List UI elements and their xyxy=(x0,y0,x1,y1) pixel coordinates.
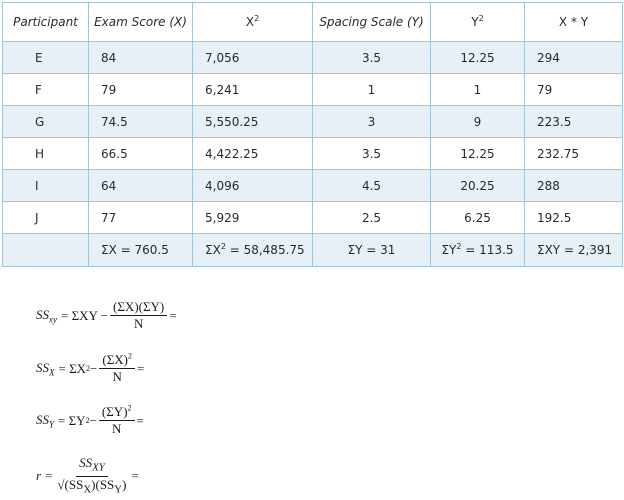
cell-x2: 5,929 xyxy=(193,202,313,234)
cell-participant: G xyxy=(3,106,89,138)
cell-x2: 6,241 xyxy=(193,74,313,106)
cell-xy: 223.5 xyxy=(525,106,623,138)
header-participant: Participant xyxy=(3,3,89,42)
cell-y: 3 xyxy=(313,106,431,138)
cell-x2: 4,422.25 xyxy=(193,138,313,170)
cell-y: 3.5 xyxy=(313,138,431,170)
cell-y2: 12.25 xyxy=(431,138,525,170)
cell-x: 84 xyxy=(89,42,193,74)
cell-participant: F xyxy=(3,74,89,106)
cell-y: 1 xyxy=(313,74,431,106)
table-row xyxy=(3,138,623,170)
cell-x: 64 xyxy=(89,170,193,202)
cell-x: 79 xyxy=(89,74,193,106)
cell-y2: 6.25 xyxy=(431,202,525,234)
cell-participant: J xyxy=(3,202,89,234)
data-table xyxy=(2,2,623,267)
sum-row xyxy=(3,234,623,267)
formula-ssxy: $SS_{xy}$ = ΣXY − $\frac{(\Sigma X)(\Sigma Y)}{N}$ = xyxy=(36,299,177,331)
cell-sum-xy: ΣXY = 2,391 xyxy=(525,234,623,267)
cell-y2: 9 xyxy=(431,106,525,138)
cell-xy: 232.75 xyxy=(525,138,623,170)
cell-sum-y2: $\Sigma Y^2 = 113.5$ xyxy=(431,234,525,267)
cell-y2: 12.25 xyxy=(431,42,525,74)
cell-y2: 20.25 xyxy=(431,170,525,202)
table-row xyxy=(3,74,623,106)
cell-xy: 79 xyxy=(525,74,623,106)
table-row xyxy=(3,106,623,138)
table-row xyxy=(3,42,623,74)
cell-sum-y: ΣY = 31 xyxy=(313,234,431,267)
cell-y: 4.5 xyxy=(313,170,431,202)
cell-x2: 4,096 xyxy=(193,170,313,202)
cell-x2: 7,056 xyxy=(193,42,313,74)
cell-sum-empty xyxy=(3,234,89,267)
table-row xyxy=(3,202,623,234)
header-x-squared: $X^2$ xyxy=(193,3,313,42)
cell-y: 2.5 xyxy=(313,202,431,234)
header-spacing-scale: Spacing Scale (Y) xyxy=(313,3,431,42)
cell-sum-x: ΣX = 760.5 xyxy=(89,234,193,267)
header-row xyxy=(3,3,623,42)
cell-x: 74.5 xyxy=(89,106,193,138)
fraction: $\frac{(\Sigma X)(\Sigma Y)}{N}$ xyxy=(110,300,167,331)
fraction: $\frac{(\Sigma Y)^2}{N}$ xyxy=(99,405,135,436)
formula-ssy: $SS_Y$ = ΣY 2 − $\frac{(\Sigma Y)^2}{N}$ = xyxy=(36,403,144,436)
cell-y2: 1 xyxy=(431,74,525,106)
header-y-squared: $Y^2$ xyxy=(431,3,525,42)
cell-xy: 192.5 xyxy=(525,202,623,234)
cell-x: 77 xyxy=(89,202,193,234)
cell-participant: H xyxy=(3,138,89,170)
cell-sum-x2: $\Sigma X^2 = 58,485.75$ xyxy=(193,234,313,267)
cell-x2: 5,550.25 xyxy=(193,106,313,138)
fraction: $\frac{(\Sigma X)^2}{N}$ xyxy=(99,353,135,384)
cell-participant: I xyxy=(3,170,89,202)
formula-ssx: $SS_X$ = ΣX 2 − $\frac{(\Sigma X)^2}{N}$ = xyxy=(36,351,145,384)
cell-xy: 294 xyxy=(525,42,623,74)
formula-r: r = $\frac{SS_{XY}}{√(SS_X)(SS_Y)}$ = xyxy=(36,455,139,496)
header-exam-score: Exam Score (X) xyxy=(89,3,193,42)
cell-xy: 288 xyxy=(525,170,623,202)
cell-participant: E xyxy=(3,42,89,74)
cell-y: 3.5 xyxy=(313,42,431,74)
header-x-times-y: X * Y xyxy=(525,3,623,42)
cell-x: 66.5 xyxy=(89,138,193,170)
fraction: $\frac{SS_{XY}}{√(SS_X)(SS_Y)}$ xyxy=(57,455,127,496)
table-row xyxy=(3,170,623,202)
